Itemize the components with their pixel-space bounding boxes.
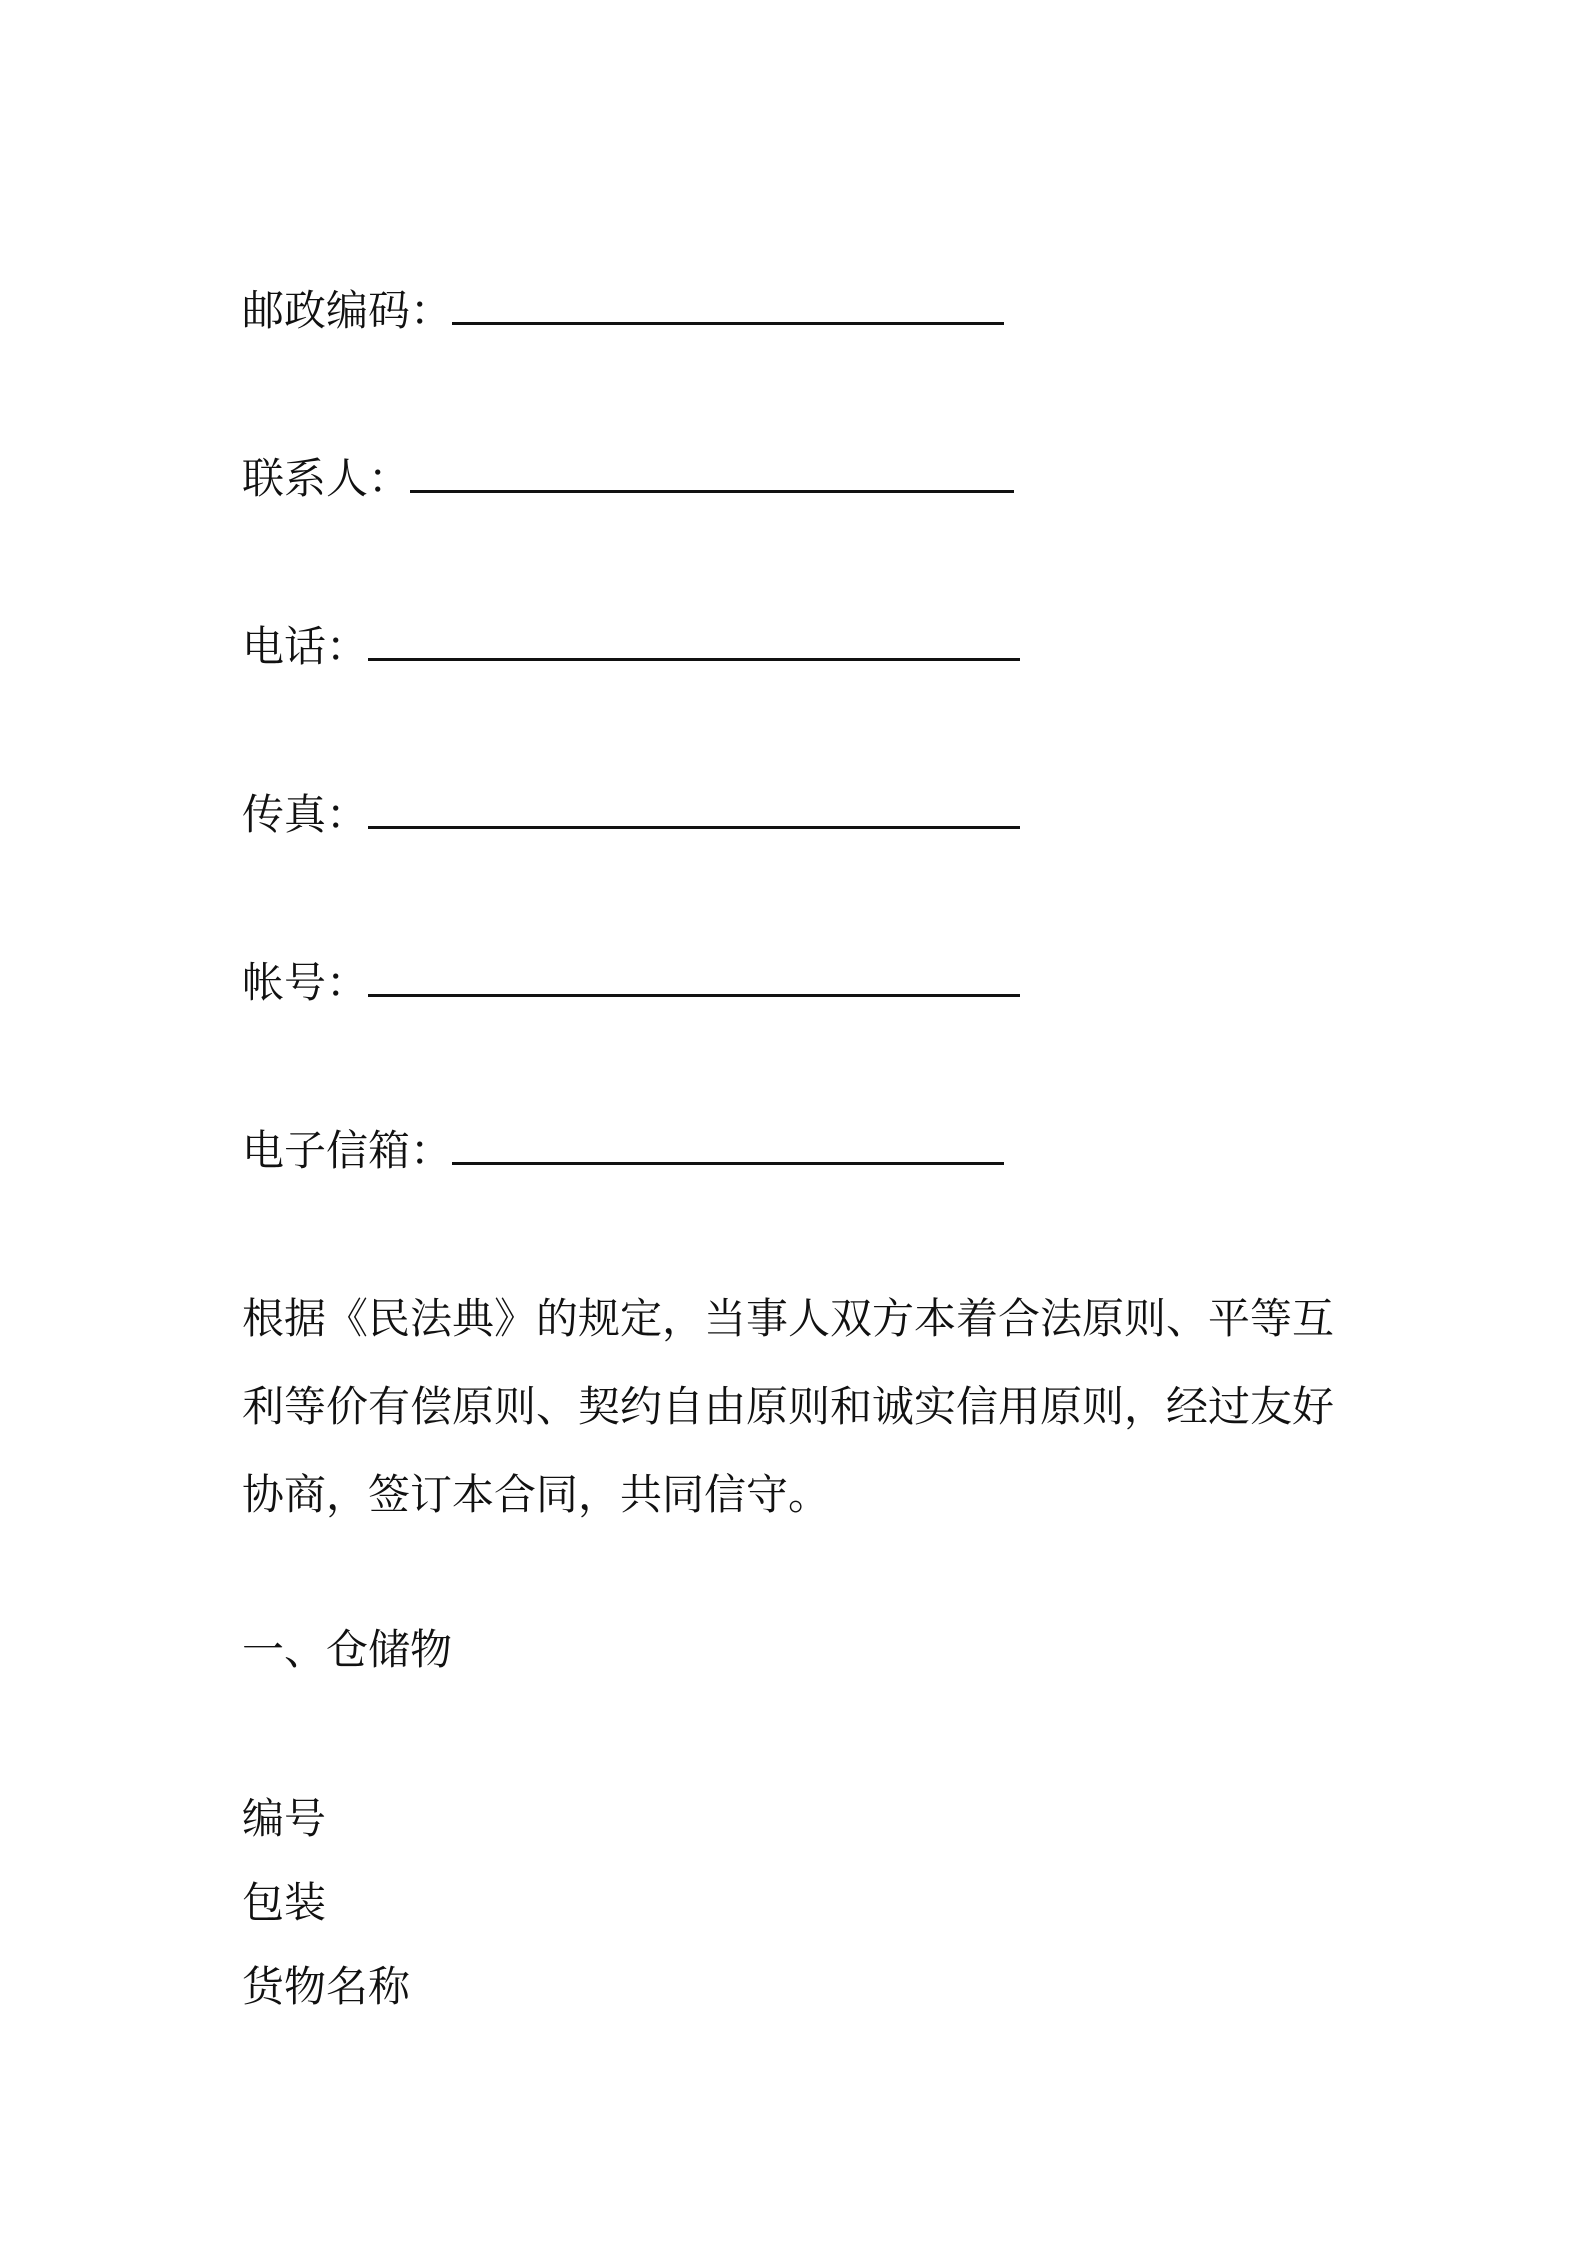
account-field xyxy=(242,955,1020,1011)
contact-person-field xyxy=(242,451,1014,507)
list-item: 包装 xyxy=(242,1878,327,1927)
fax-field xyxy=(242,787,1020,843)
postal-code-blank xyxy=(452,284,1004,325)
postal-code-field xyxy=(242,283,1004,339)
paragraph-line: 利等价有偿原则、契约自由原则和诚实信用原则，经过友好 xyxy=(242,1382,1335,1431)
preamble-paragraph xyxy=(242,1275,1362,1539)
phone-label: 电话： xyxy=(242,622,369,671)
fax-blank xyxy=(368,788,1020,829)
email-blank xyxy=(452,1124,1004,1165)
section-heading: 一、仓储物 xyxy=(242,1625,453,1674)
fax-label: 传真： xyxy=(242,790,369,839)
phone-field xyxy=(242,619,1020,675)
email-field xyxy=(242,1123,1004,1179)
list-item: 货物名称 xyxy=(242,1962,411,2011)
postal-code-label: 邮政编码： xyxy=(242,286,453,335)
contact-person-label: 联系人： xyxy=(242,454,411,503)
phone-blank xyxy=(368,620,1020,661)
account-blank xyxy=(368,956,1020,997)
list-item: 编号 xyxy=(242,1794,327,1843)
contact-person-blank xyxy=(410,452,1014,493)
email-label: 电子信箱： xyxy=(242,1126,453,1175)
paragraph-line: 根据《民法典》的规定，当事人双方本着合法原则、平等互 xyxy=(242,1294,1335,1343)
account-label: 帐号： xyxy=(242,958,369,1007)
paragraph-line: 协商，签订本合同，共同信守。 xyxy=(242,1470,831,1519)
